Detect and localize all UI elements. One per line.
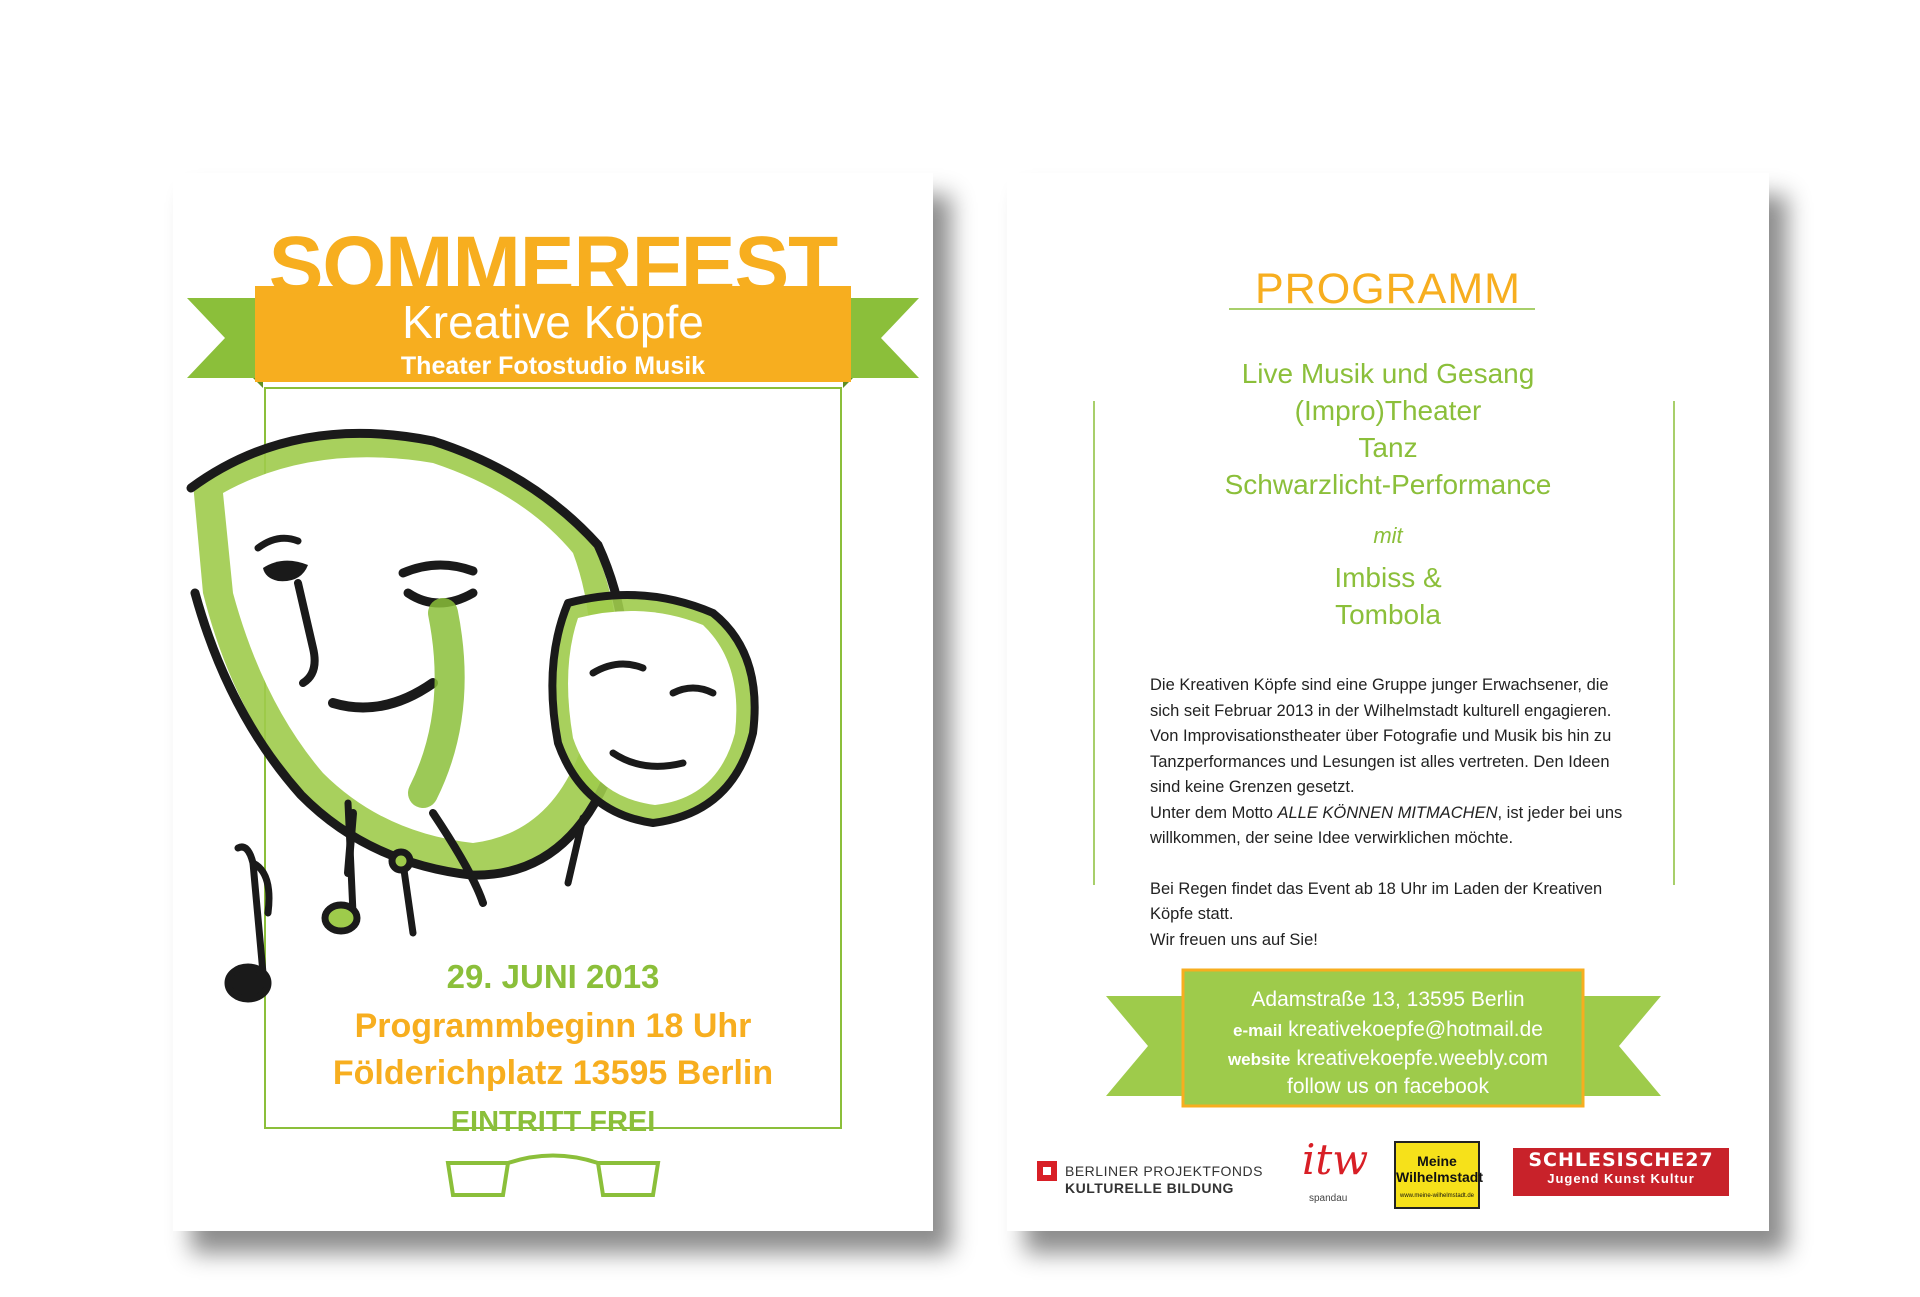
stage-decoration (448, 1156, 658, 1196)
mw-url: www.meine-wilhelmstadt.de (1399, 1193, 1475, 1199)
bpk-line-2: KULTURELLE BILDUNG (1065, 1180, 1234, 1196)
flyer-front (173, 173, 933, 1231)
event-location: Földerichplatz 13595 Berlin (332, 1054, 774, 1092)
meine-wilhelmstadt-logo (1394, 1141, 1483, 1209)
itw-logo-sub: spandau (1309, 1193, 1348, 1204)
small-mask-illustration (552, 595, 754, 883)
bpk-logo-text (1065, 1163, 1263, 1197)
rain-line-2: Köpfe statt. (1150, 905, 1234, 923)
motto: ALLE KÖNNEN MITMACHEN (1277, 803, 1498, 822)
front-title: SOMMERFEST (268, 220, 838, 311)
program-extras (1007, 559, 1769, 633)
program-item: Schwarzlicht-Performance (1224, 469, 1552, 500)
website-label: website (1227, 1050, 1291, 1069)
event-date: 29. JUNI 2013 (446, 958, 660, 995)
closing-line: Wir freuen uns auf Sie! (1150, 930, 1318, 949)
contact-email[interactable]: kreativekoepfe@hotmail.de (1288, 1018, 1543, 1041)
program-extra: Tombola (1335, 599, 1441, 630)
description-line: Die Kreativen Köpfe sind eine Gruppe junger Erwachsener, die (1150, 676, 1609, 694)
program-extra: Imbiss & (1334, 562, 1442, 593)
mw-line-2: Wilhelmstadt (1396, 1169, 1483, 1185)
s27-title: SCHLESISCHE27 (1528, 1149, 1714, 1171)
program-item: (Impro)Theater (1294, 395, 1482, 426)
contact-address: Adamstraße 13, 13595 Berlin (1251, 988, 1525, 1011)
rain-line: Bei Regen findet das Event ab 18 Uhr im Laden der Kreativen (1150, 879, 1603, 898)
front-tagline: Theater Fotostudio Musik (400, 352, 706, 380)
program-list (1007, 355, 1769, 503)
program-start: Programmbeginn 18 Uhr (354, 1007, 752, 1045)
contact-email-row (1007, 1019, 1769, 1040)
contact-website[interactable]: kreativekoepfe.weebly.com (1296, 1047, 1549, 1070)
schlesische27-logo (1513, 1148, 1729, 1196)
mw-line-1: Meine (1417, 1153, 1457, 1169)
program-item: Live Musik und Gesang (1241, 358, 1535, 389)
motto-prefix: Unter dem Motto (1150, 803, 1278, 822)
motto-suffix: , ist jeder bei uns (1497, 803, 1623, 822)
contact-facebook[interactable]: follow us on facebook (1287, 1075, 1489, 1098)
bpk-line-1: BERLINER PROJEKTFONDS (1065, 1163, 1263, 1179)
description-line: Von Improvisationstheater über Fotografie und Musik bis hin zu (1150, 727, 1612, 745)
s27-sub: Jugend Kunst Kultur (1547, 1171, 1695, 1186)
itw-logo: itw (1302, 1135, 1369, 1184)
program-item: Tanz (1358, 432, 1418, 463)
motto-line-2: willkommen, der seine Idee verwirklichen möchte. (1150, 829, 1514, 847)
flyer-back (1007, 173, 1769, 1231)
description-line: sind keine Grenzen gesetzt. (1150, 778, 1355, 796)
front-subtitle: Kreative Köpfe (402, 296, 704, 348)
description-line: sich seit Februar 2013 in der Wilhelmstadt kulturell engagieren. (1150, 701, 1612, 720)
description-line: Tanzperformances und Lesungen ist alles vertreten. Den Ideen (1150, 752, 1610, 771)
motto-line (1150, 801, 1650, 827)
email-label: e-mail (1233, 1021, 1283, 1040)
contact-website-row (1007, 1048, 1769, 1069)
description (1150, 673, 1650, 953)
entry-info: EINTRITT FREI (450, 1106, 656, 1138)
program-title: PROGRAMM (1255, 265, 1521, 313)
with-label: mit (1373, 523, 1403, 548)
